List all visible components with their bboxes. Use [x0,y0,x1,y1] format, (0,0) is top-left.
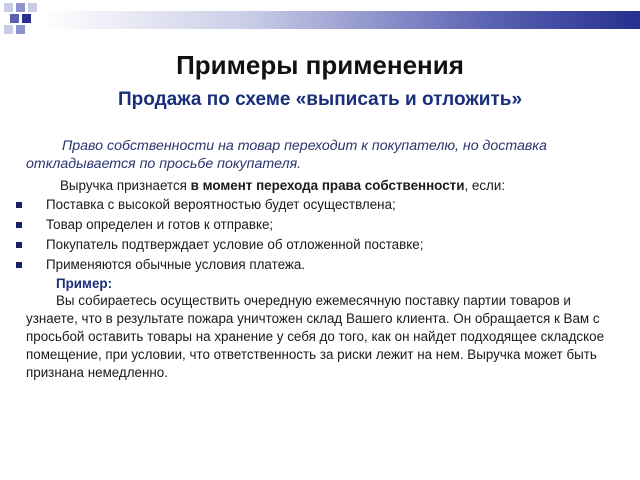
deco-square [10,14,19,23]
condition-text: Товар определен и готов к отправке; [46,216,274,232]
list-item [10,255,616,275]
header-gradient-bar [42,11,640,29]
intro-paragraph: Право собственности на товар переходит к покупателю, но доставка откладывается по просьбе покупателя. [26,138,547,172]
condition-text: Поставка с высокой вероятностью будет осуществлена; [46,196,396,212]
list-item [10,215,616,235]
deco-square [4,3,13,12]
deco-square [22,14,31,23]
example-label: Пример: [56,275,113,291]
slide-title: Примеры применения [176,50,464,80]
recognition-line [26,177,616,195]
slide-body [26,137,616,382]
deco-square [16,25,25,34]
recognition-suffix: , если: [464,178,506,193]
recognition-emphasis: в момент перехода права собственности [190,178,465,193]
conditions-list [26,195,616,275]
square-bullet-icon [16,202,22,208]
slide-subtitle: Продажа по схеме «выписать и отложить» [117,89,523,110]
square-bullet-icon [16,262,22,268]
recognition-text: Выручка признается [60,178,191,193]
example-paragraph: Вы собираетесь осуществить очередную ежемесячную поставку партии товаров и узнаете, что в результате пожара уничтожен склад Вашего клиента. Он обращается к Вам с просьбой оставить товары на хранение у себя до того, как он найдет подходящее складское помещение, при условии, что ответственность за риски лежит на нем. Выручка может быть признана немедленно. [26,293,605,380]
condition-text: Применяются обычные условия платежа. [46,256,305,272]
deco-square [28,3,37,12]
list-item [10,235,616,255]
square-bullet-icon [16,242,22,248]
square-bullet-icon [16,222,22,228]
condition-text: Покупатель подтверждает условие об отложенной поставке; [46,236,424,252]
list-item [10,195,616,215]
deco-square [16,3,25,12]
deco-square [4,25,13,34]
